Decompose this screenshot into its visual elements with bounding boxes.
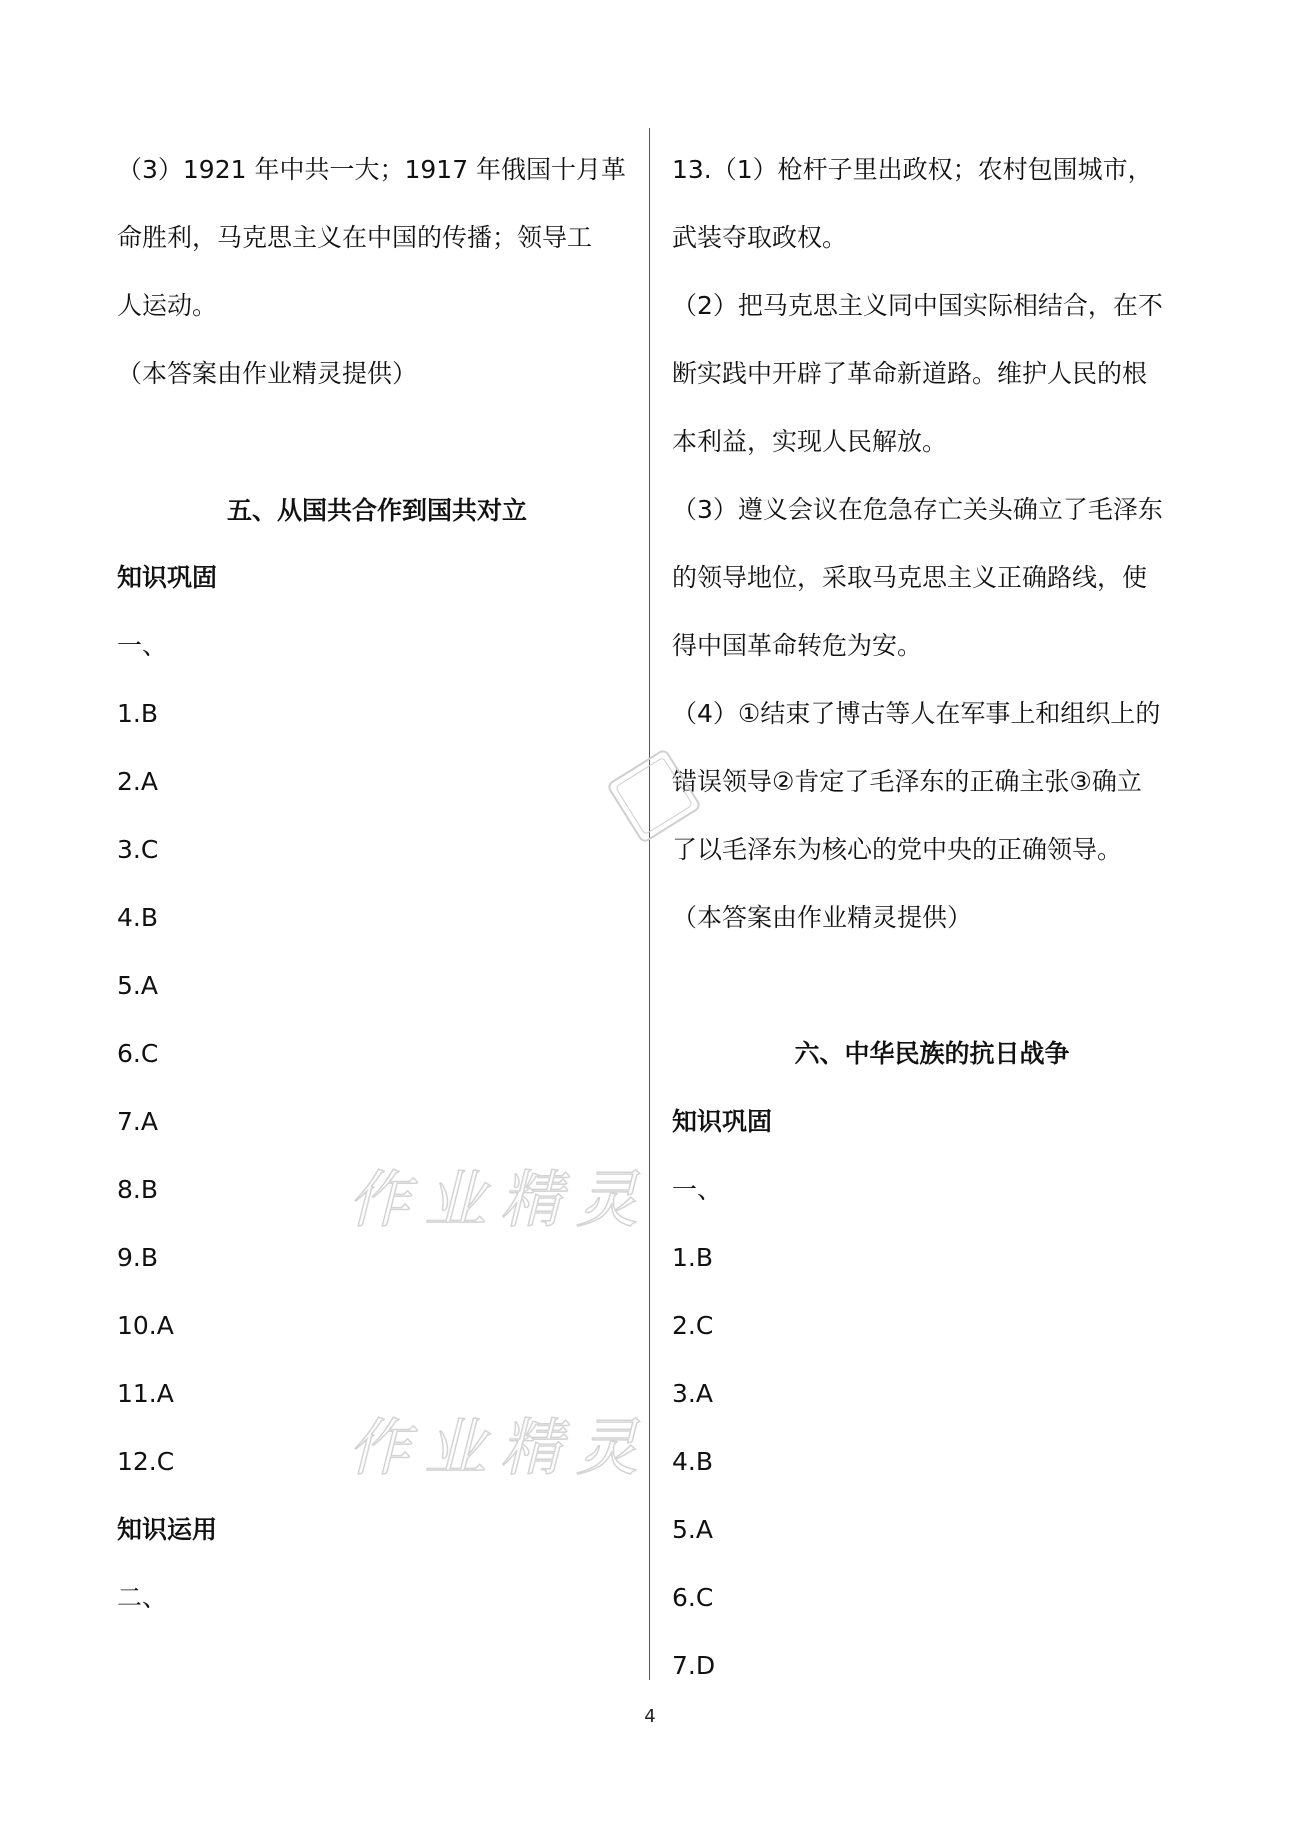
answer-item: 3.C bbox=[117, 835, 159, 864]
answer-item: 1.B bbox=[672, 1243, 714, 1272]
answer-text-line: 错误领导②肯定了毛泽东的正确主张③确立 bbox=[672, 767, 1142, 796]
answer-text-line: 人运动。 bbox=[117, 291, 218, 320]
part-label: 二、 bbox=[117, 1583, 168, 1612]
answer-text-line: （3）1921 年中共一大；1917 年俄国十月革 bbox=[117, 155, 627, 184]
answer-item: 9.B bbox=[117, 1243, 159, 1272]
answer-text-line: 断实践中开辟了革命新道路。维护人民的根 bbox=[672, 359, 1148, 388]
subheading: 知识运用 bbox=[117, 1515, 218, 1544]
answer-item: 4.B bbox=[117, 903, 159, 932]
answer-item: 8.B bbox=[117, 1175, 159, 1204]
page-number: 4 bbox=[644, 1706, 656, 1727]
answer-item: 6.C bbox=[117, 1039, 159, 1068]
credit-note: （本答案由作业精灵提供） bbox=[117, 359, 418, 388]
answer-text-line: 武装夺取政权。 bbox=[672, 223, 848, 252]
watermark: 作业精灵 bbox=[348, 1163, 653, 1236]
answer-text-line: （2）把马克思主义同中国实际相结合，在不 bbox=[672, 291, 1163, 320]
subheading: 知识巩固 bbox=[117, 563, 218, 592]
watermark-seal bbox=[598, 740, 710, 852]
answer-item: 7.D bbox=[672, 1651, 716, 1680]
answer-text-line: 了以毛泽东为核心的党中央的正确领导。 bbox=[672, 835, 1123, 864]
part-label: 一、 bbox=[672, 1175, 723, 1204]
answer-text-line: 13.（1）枪杆子里出政权；农村包围城市， bbox=[672, 155, 1153, 184]
answer-text-line: 本利益，实现人民解放。 bbox=[672, 427, 948, 456]
answer-item: 5.A bbox=[117, 971, 158, 1000]
section-title: 五、从国共合作到国共对立 bbox=[226, 496, 527, 525]
answer-item: 2.A bbox=[117, 767, 158, 796]
answer-text-line: 的领导地位，采取马克思主义正确路线，使 bbox=[672, 563, 1148, 592]
answer-text-line: 命胜利，马克思主义在中国的传播；领导工 bbox=[117, 223, 593, 252]
answer-item: 3.A bbox=[672, 1379, 713, 1408]
subheading: 知识巩固 bbox=[672, 1107, 773, 1136]
answer-item: 4.B bbox=[672, 1447, 714, 1476]
part-label: 一、 bbox=[117, 631, 168, 660]
credit-note: （本答案由作业精灵提供） bbox=[672, 903, 973, 932]
answer-text-line: （4）①结束了博古等人在军事上和组织上的 bbox=[672, 699, 1161, 728]
section-title: 六、中华民族的抗日战争 bbox=[794, 1039, 1070, 1068]
answer-item: 5.A bbox=[672, 1515, 713, 1544]
answer-item: 7.A bbox=[117, 1107, 158, 1136]
answer-text-line: （3）遵义会议在危急存亡关头确立了毛泽东 bbox=[672, 495, 1163, 524]
watermark: 作业精灵 bbox=[348, 1411, 653, 1484]
answer-item: 6.C bbox=[672, 1583, 714, 1612]
answer-item: 11.A bbox=[117, 1379, 174, 1408]
answer-item: 10.A bbox=[117, 1311, 174, 1340]
answer-item: 2.C bbox=[672, 1311, 714, 1340]
answer-item: 1.B bbox=[117, 699, 159, 728]
answer-text-line: 得中国革命转危为安。 bbox=[672, 631, 923, 660]
answer-item: 12.C bbox=[117, 1447, 175, 1476]
